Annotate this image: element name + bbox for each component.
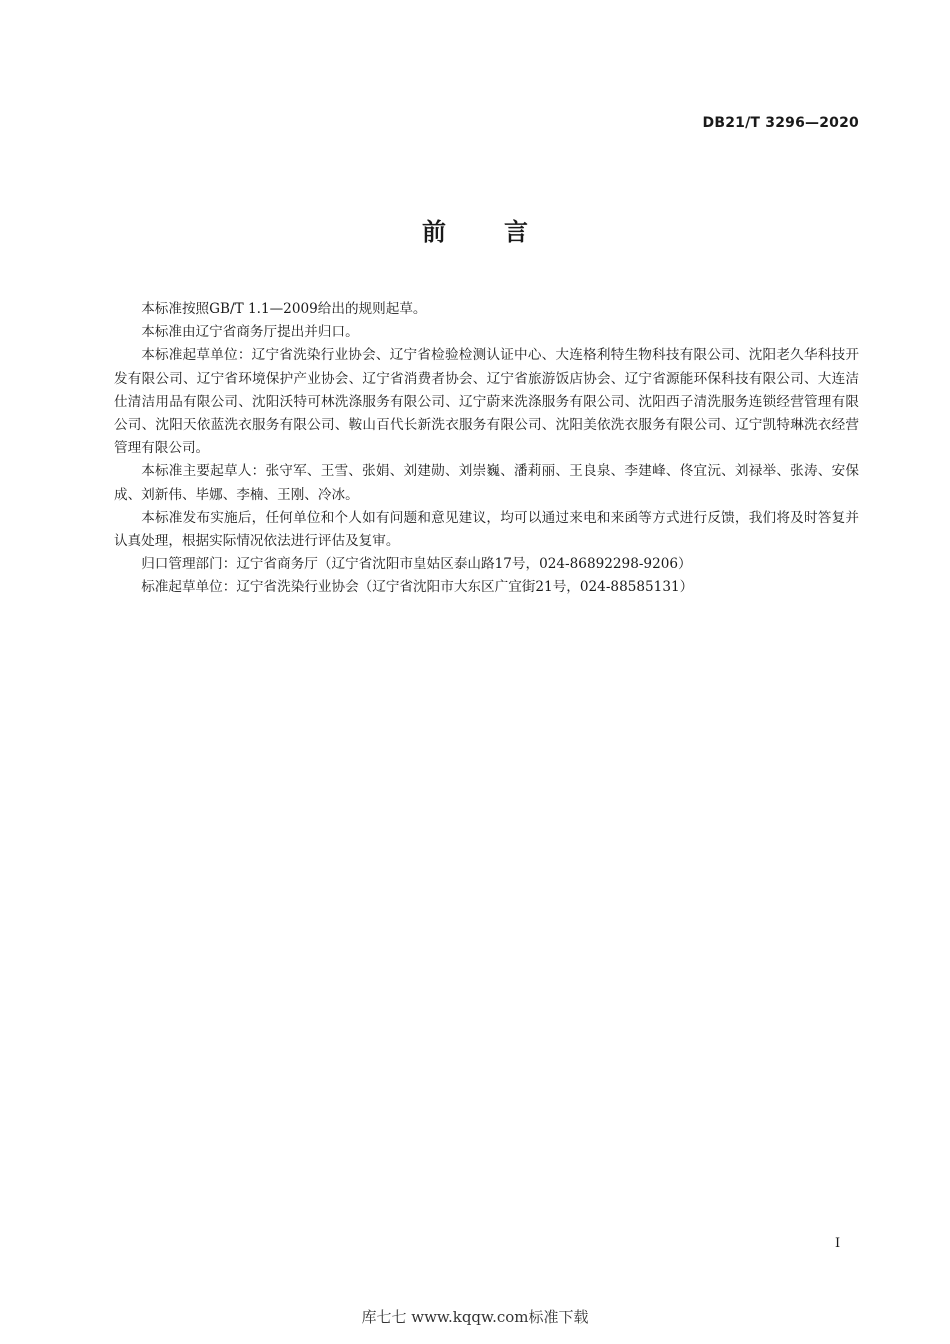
- paragraph-management-dept: 归口管理部门：辽宁省商务厅（辽宁省沈阳市皇姑区泰山路17号，024-86892298-9206）: [141, 556, 692, 573]
- paragraph-drafters: 本标准主要起草人：张守军、王雪、张娟、刘建勋、刘崇巍、潘莉丽、王良泉、李建峰、佟宜沅、刘禄举、张涛、安保成、刘新伟、毕娜、李楠、王刚、冷冰。: [114, 463, 859, 503]
- paragraph-proposer: 本标准由辽宁省商务厅提出并归口。: [141, 324, 359, 341]
- foreword-body: [114, 298, 859, 600]
- paragraph-drafting-units: 本标准起草单位：辽宁省洗染行业协会、辽宁省检验检测认证中心、大连格利特生物科技有限公司、沈阳老久华科技开发有限公司、辽宁省环境保护产业协会、辽宁省消费者协会、辽宁省旅游饭店协会、辽宁省源能环保科技有限公司、大连洁仕清洁用品有限公司、沈阳沃特可林洗涤服务有限公司、辽宁蔚来洗涤服务有限公司、沈阳西子清洗服务连锁经营管理有限公司、沈阳天依蓝洗衣服务有限公司、鞍山百代长新洗衣服务有限公司、沈阳美依洗衣服务有限公司、辽宁凯特琳洗衣经营管理有限公司。: [114, 347, 859, 457]
- document-code: DB21/T 3296—2020: [702, 115, 859, 131]
- paragraph-drafting-unit-contact: 标准起草单位：辽宁省洗染行业协会（辽宁省沈阳市大东区广宜街21号，024-88585131）: [141, 579, 694, 596]
- paragraph-feedback: 本标准发布实施后，任何单位和个人如有问题和意见建议，均可以通过来电和来函等方式进行反馈，我们将及时答复并认真处理，根据实际情况依法进行评估及复审。: [114, 509, 859, 550]
- page-number: I: [835, 1236, 841, 1251]
- paragraph-drafting-rules: 本标准按照GB/T 1.1—2009给出的规则起草。: [141, 301, 427, 317]
- page-title: 前言: [422, 218, 586, 246]
- watermark-text: 库七七 www.kqqw.com标准下载: [361, 1308, 589, 1326]
